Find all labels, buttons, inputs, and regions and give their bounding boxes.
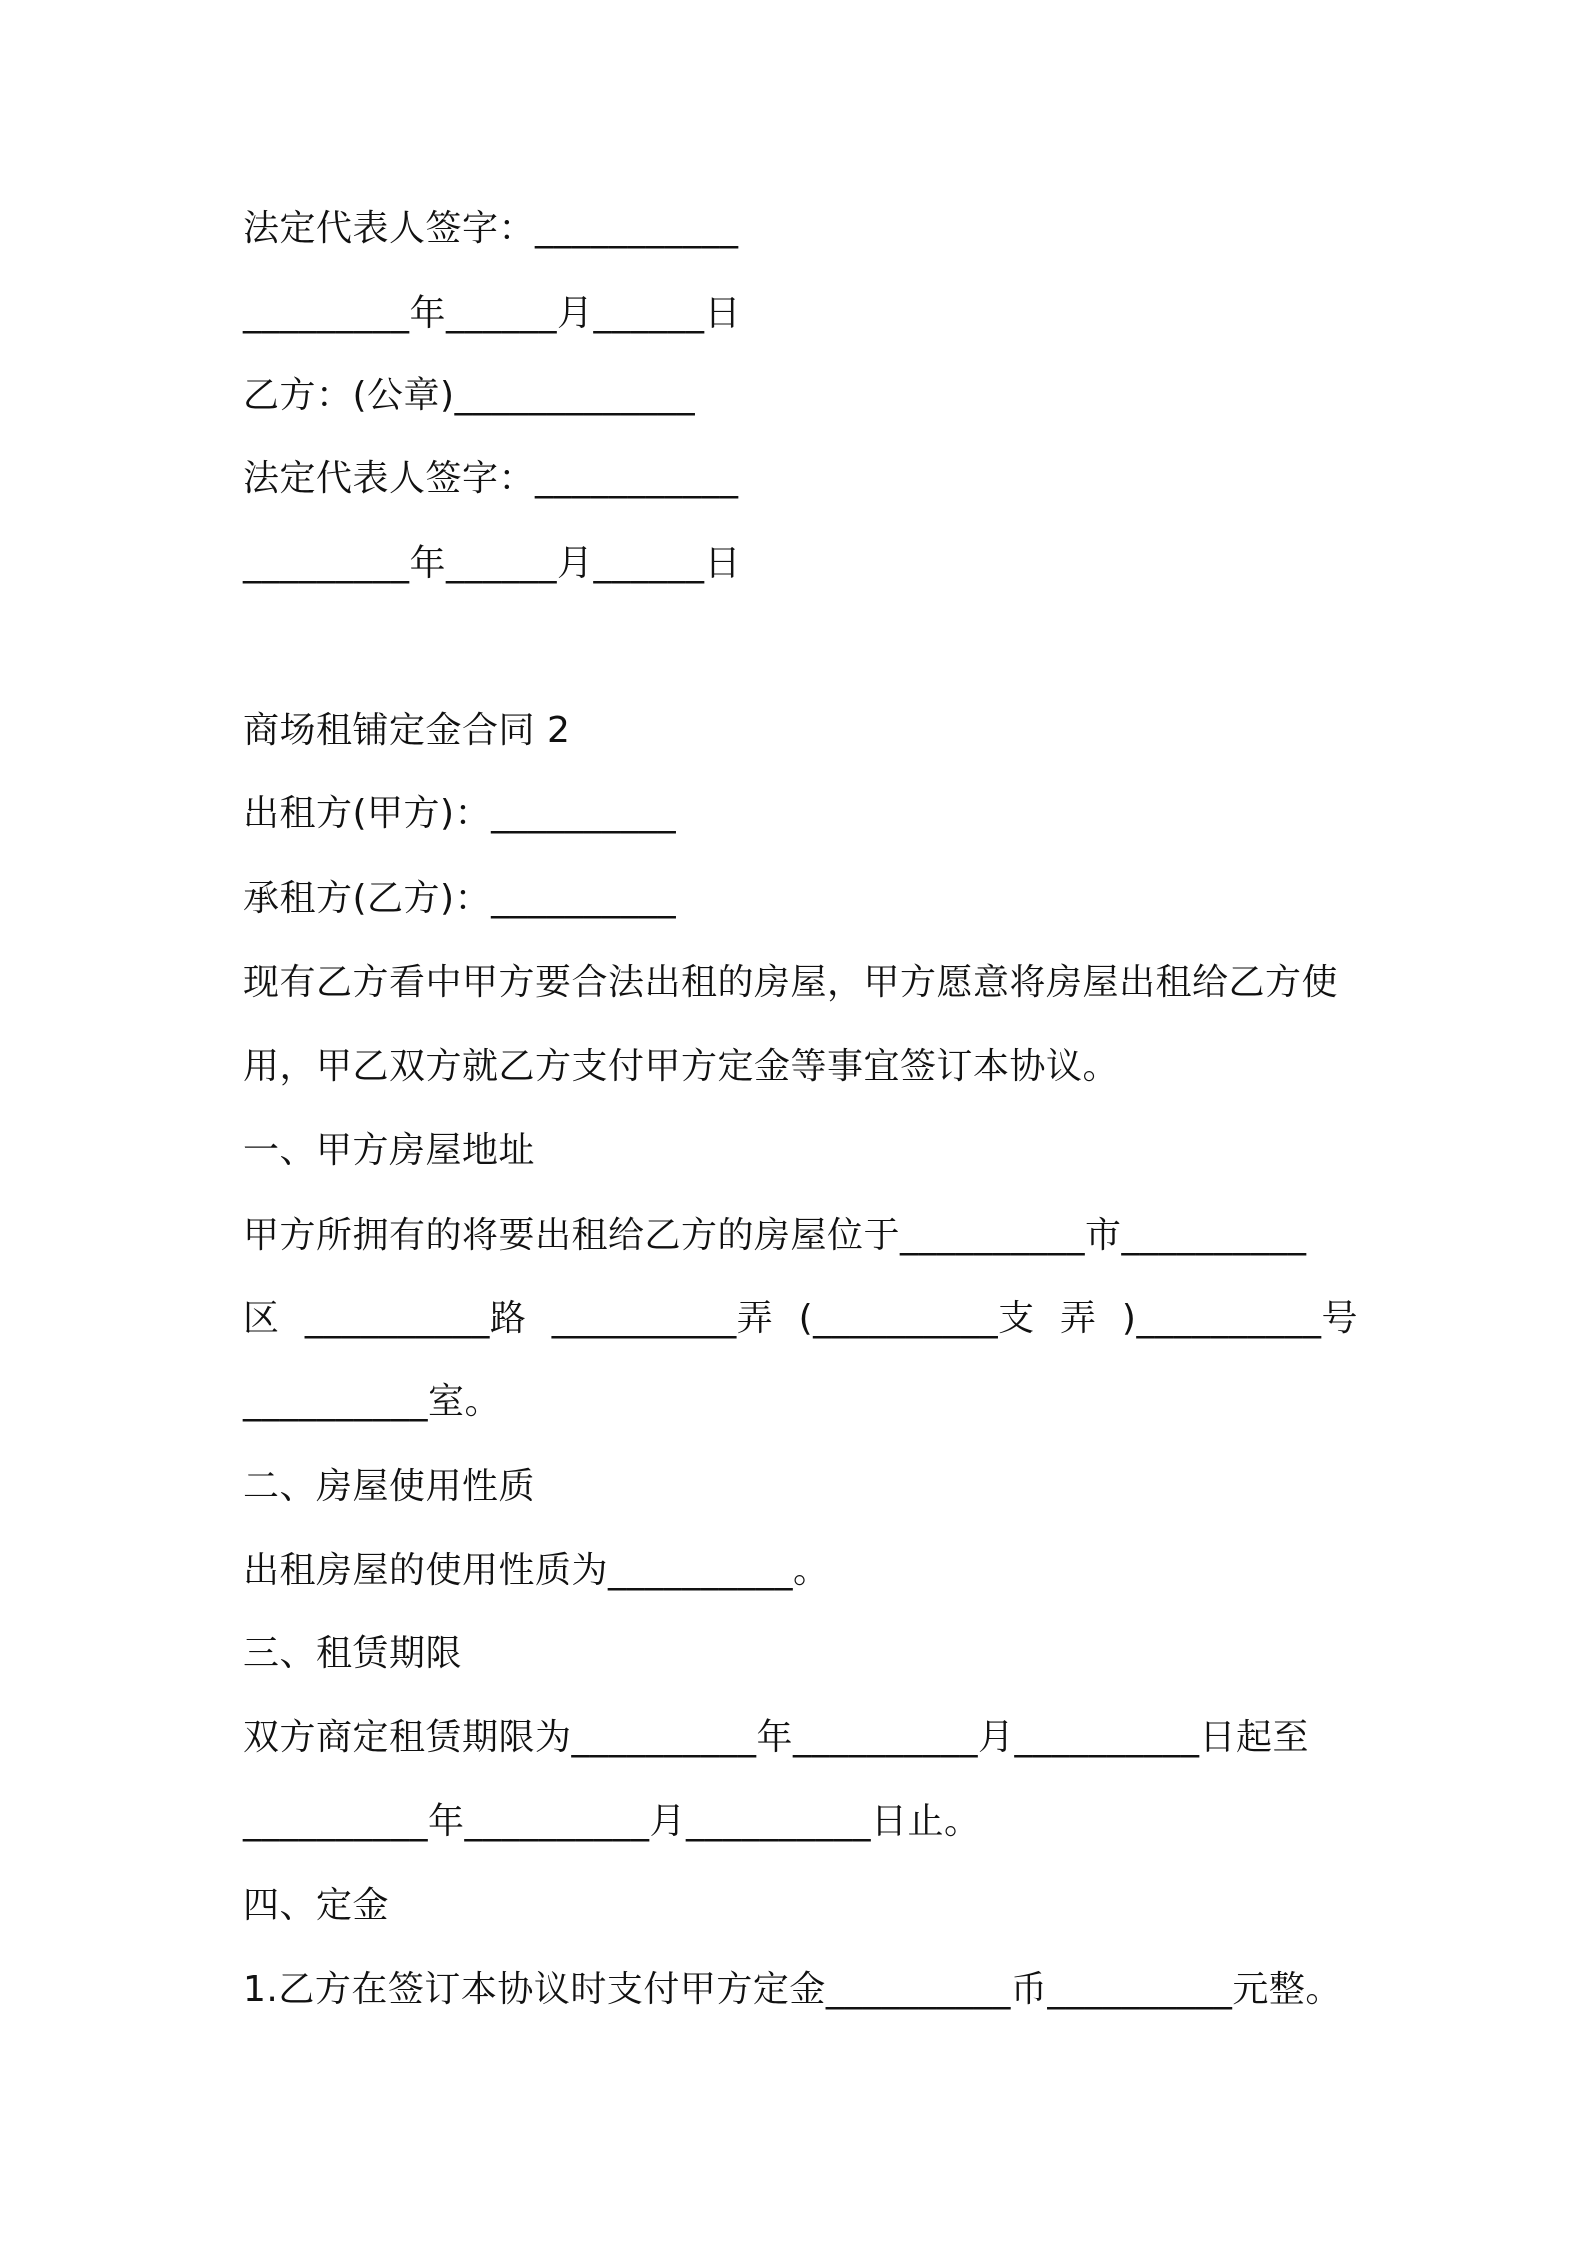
address-part: __________路 <box>304 1298 527 1339</box>
document-title: 商场租铺定金合同 2 <box>243 710 571 751</box>
address-part: 弄 <box>1060 1298 1097 1339</box>
section-3-line-1: 双方商定租赁期限为__________年__________月__________日起至 <box>243 1717 1310 1758</box>
party-b-signature-line: 法定代表人签字：___________ <box>243 458 739 499</box>
address-part: 区 <box>243 1298 280 1339</box>
party-a-date-line: _________年______月______日 <box>243 293 741 334</box>
party-b-date-line: _________年______月______日 <box>243 543 741 584</box>
section-2-heading: 二、房屋使用性质 <box>243 1466 536 1507</box>
address-part: )__________号 <box>1121 1298 1358 1339</box>
section-1-line-1: 甲方所拥有的将要出租给乙方的房屋位于__________市__________ <box>243 1215 1307 1256</box>
section-2-text: 出租房屋的使用性质为__________。 <box>243 1550 830 1591</box>
section-1-line-3: __________室。 <box>243 1381 502 1422</box>
party-a-signature-line: 法定代表人签字：___________ <box>243 208 739 249</box>
address-part: __________弄 <box>551 1298 774 1339</box>
party-b-seal-line: 乙方：(公章)_____________ <box>243 375 696 416</box>
intro-paragraph-line-1: 现有乙方看中甲方要合法出租的房屋，甲方愿意将房屋出租给乙方使 <box>243 962 1339 1003</box>
lessor-line: 出租方(甲方)：__________ <box>243 793 677 834</box>
section-4-item-1: 1.乙方在签订本协议时支付甲方定金__________币__________元整。 <box>243 1969 1342 2010</box>
section-1-heading: 一、甲方房屋地址 <box>243 1130 536 1171</box>
lessee-line: 承租方(乙方)：__________ <box>243 878 677 919</box>
section-3-line-2: __________年__________月__________日止。 <box>243 1801 981 1842</box>
section-4-heading: 四、定金 <box>243 1885 390 1926</box>
address-part: (__________支 <box>798 1298 1035 1339</box>
section-1-line-2 <box>243 1295 1358 1343</box>
section-3-heading: 三、租赁期限 <box>243 1633 463 1674</box>
intro-paragraph-line-2: 用，甲乙双方就乙方支付甲方定金等事宜签订本协议。 <box>243 1046 1120 1087</box>
